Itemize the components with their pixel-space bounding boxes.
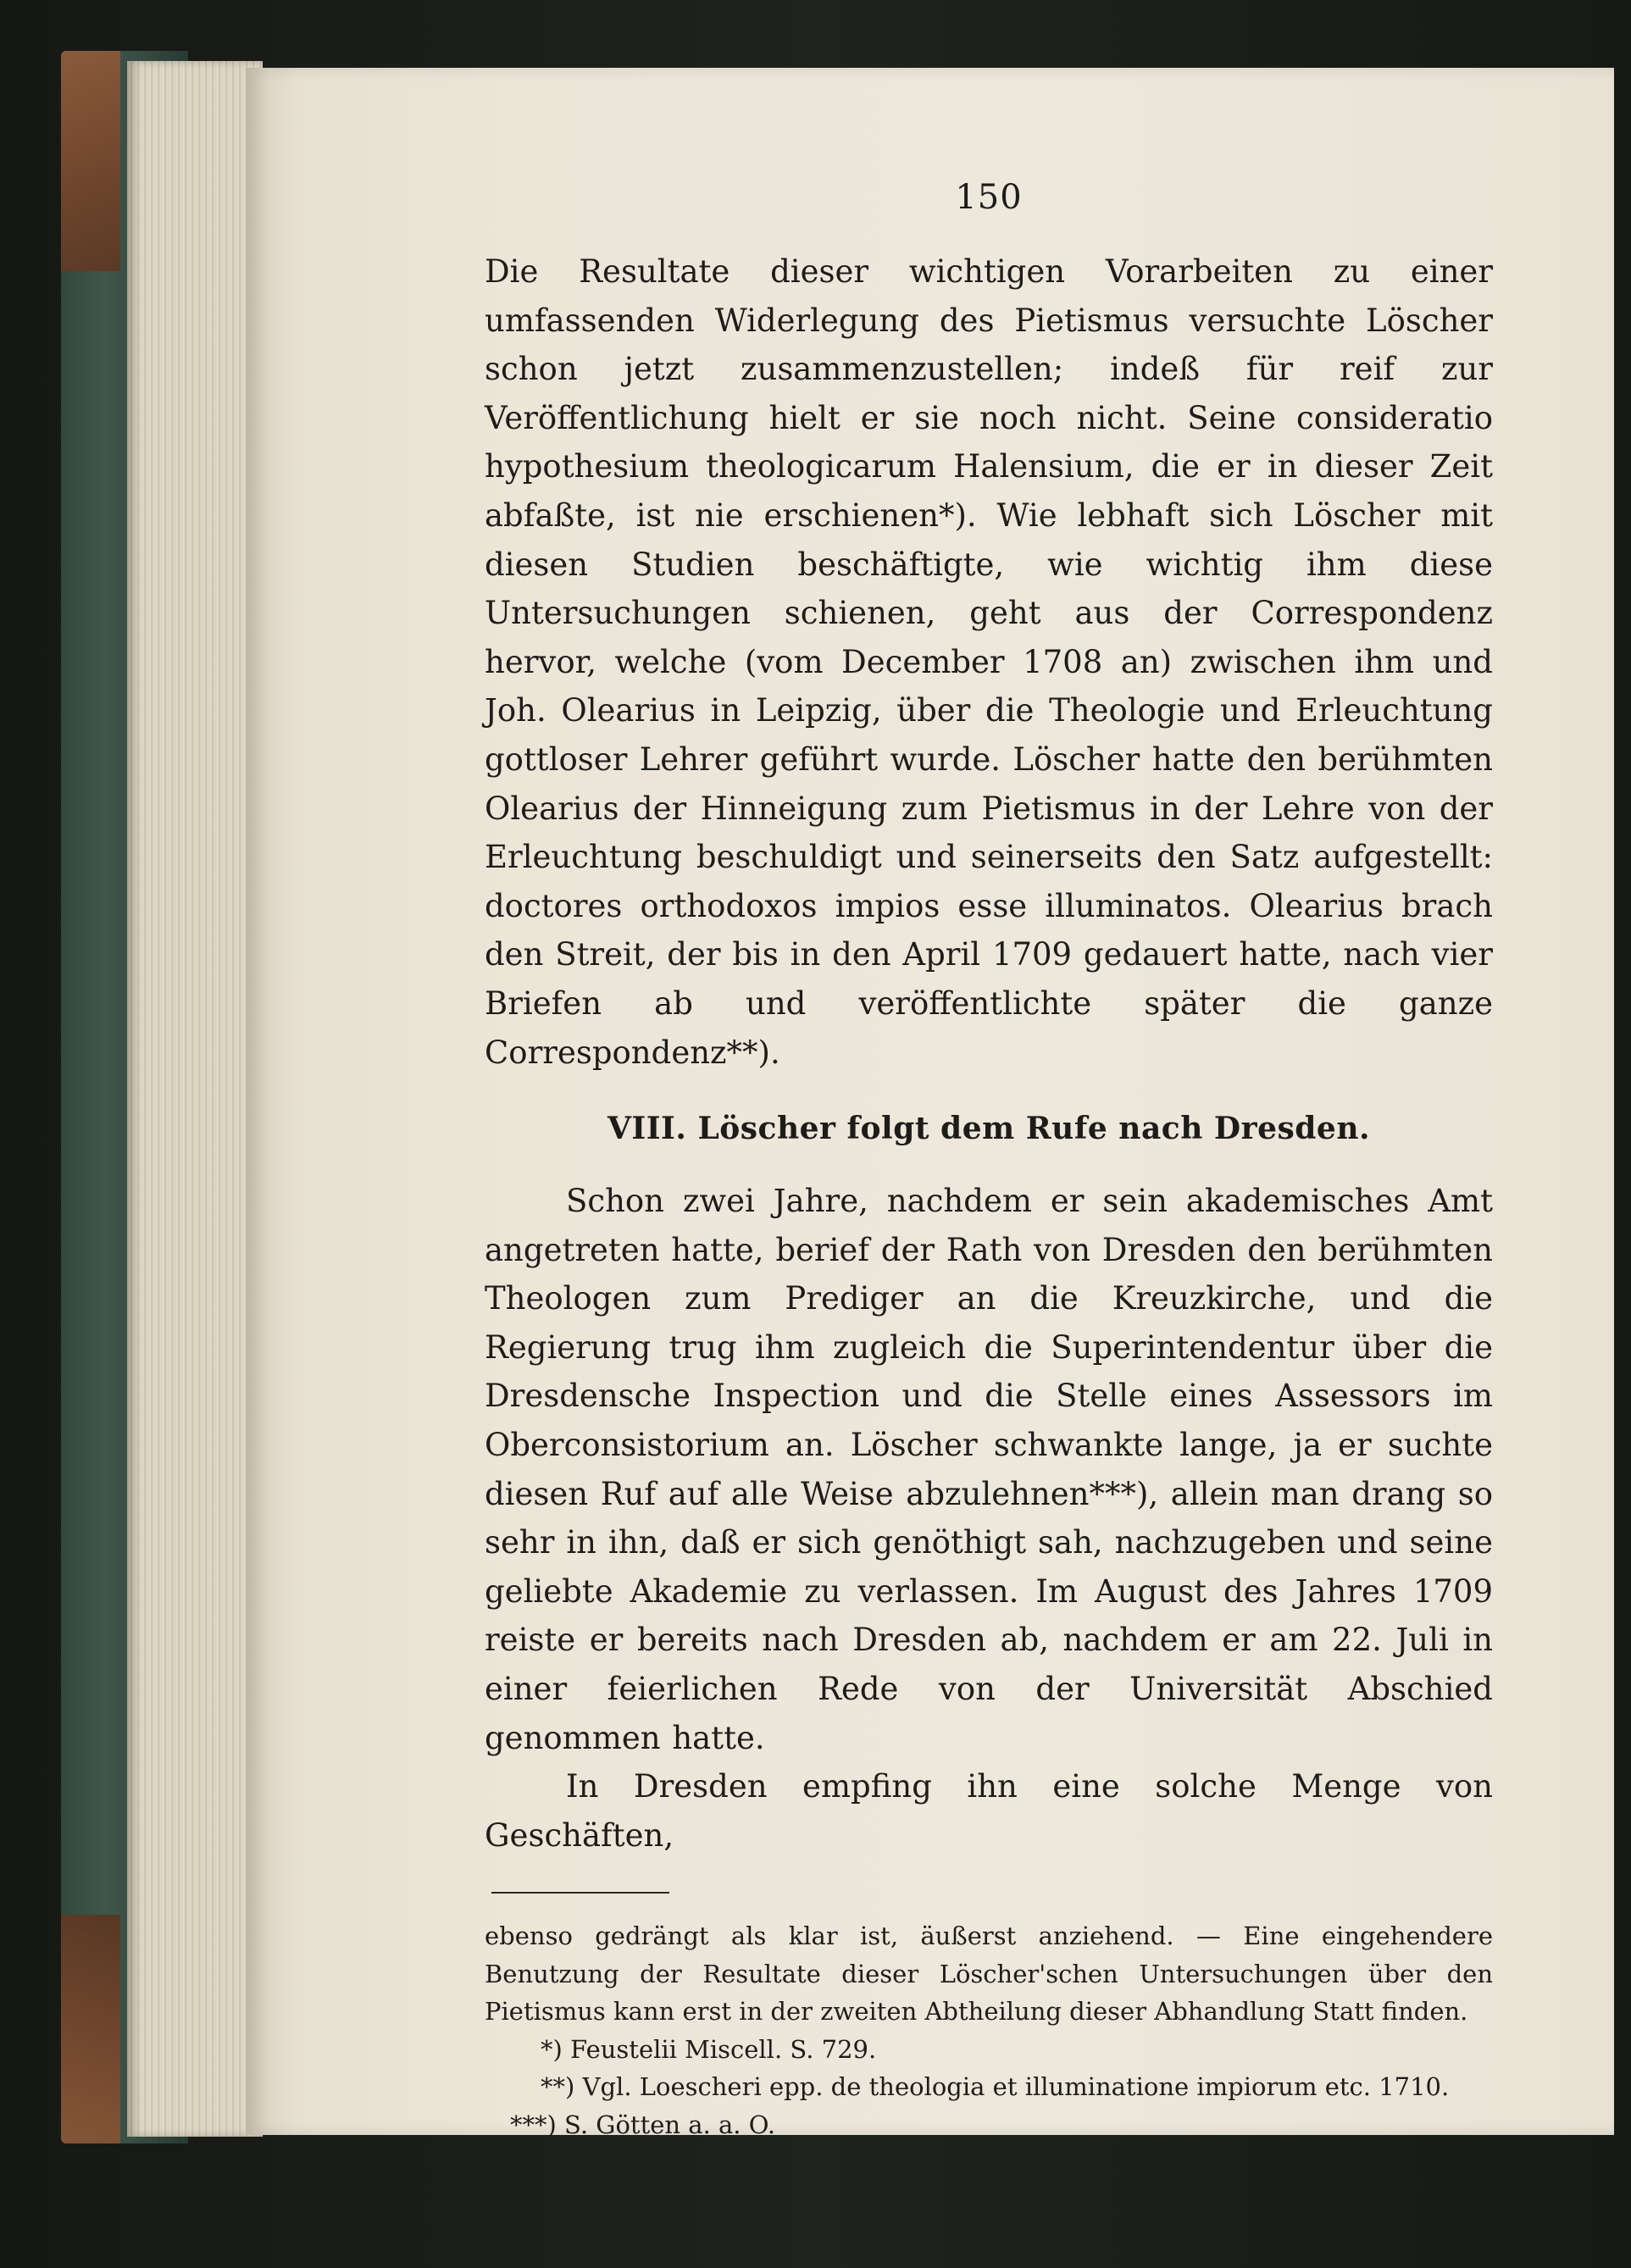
- section-heading: VIII. Löscher folgt dem Rufe nach Dresden.: [607, 1111, 1371, 1147]
- footnote-2: **) Vgl. Loescheri epp. de theologia et illuminatione impiorum etc. 1710.: [541, 2072, 1450, 2102]
- body-paragraph-1: Die Resultate dieser wichtigen Vorarbeiten zu einer umfassenden Widerlegung des Pietismus versuchte Löscher schon jetzt zusammenzustellen; indeß für reif zur Veröffentlichung hielt er sie noch nicht. Seine consideratio hypothesium theologicarum Halensium, die er in dieser Zeit abfaßte, ist nie erschienen*). Wie lebhaft sich Löscher mit diesen Studien beschäftigte, wie wichtig ihm diese Untersuchungen schienen, geht aus der Correspondenz hervor, welche (vom December 1708 an) zwischen ihm und Joh. Olearius in Leipzig, über die Theologie und Erleuchtung gottloser Lehrer geführt wurde. Löscher hatte den berühmten Olearius der Hinneigung zum Pietismus in der Lehre von der Erleuchtung beschuldigt und seinerseits den Satz aufgestellt: doctores orthodoxos impios esse illuminatos. Olearius brach den Streit, der bis in den April 1709 gedauert hatte, nach vier Briefen ab und veröffentlichte später die ganze Correspondenz**).: [485, 253, 1493, 1071]
- page-number: 150: [955, 178, 1023, 217]
- leather-corner-top: [61, 51, 120, 271]
- footnote-continuation: ebenso gedrängt als klar ist, äußerst anziehend. — Eine eingehendere Benutzung der Resultate dieser Löscher'schen Untersuchungen über den Pietismus kann erst in der zweiten Abtheilung dieser Abhandlung Statt finden.: [485, 1921, 1493, 2027]
- page-content: [485, 178, 1493, 2143]
- body-paragraph-2: Schon zwei Jahre, nachdem er sein akademisches Amt angetreten hatte, berief der Rath von Dresden den berühmten Theologen zum Prediger an die Kreuzkirche, und die Regierung trug ihm zugleich die Superintendentur über die Dresdensche Inspection und die Stelle eines Assessors im Oberconsistorium an. Löscher schwankte lange, ja er suchte diesen Ruf auf alle Weise abzulehnen***), allein man drang so sehr in ihn, daß er sich genöthigt sah, nachzugeben und seine geliebte Akademie zu verlassen. Im August des Jahres 1709 reiste er bereits nach Dresden ab, nachdem er am 22. Juli in einer feierlichen Rede von der Universität Abschied genommen hatte.: [485, 1183, 1493, 1756]
- footnote-1: *) Feustelii Miscell. S. 729.: [541, 2034, 877, 2064]
- footnote-divider: [491, 1892, 669, 1894]
- body-paragraph-3: In Dresden empfing ihn eine solche Menge von Geschäften,: [485, 1768, 1493, 1854]
- page-edges: [127, 61, 263, 2137]
- footnote-3: ***) S. Götten a. a. O.: [510, 2110, 776, 2139]
- leather-corner-bottom: [61, 1915, 120, 2143]
